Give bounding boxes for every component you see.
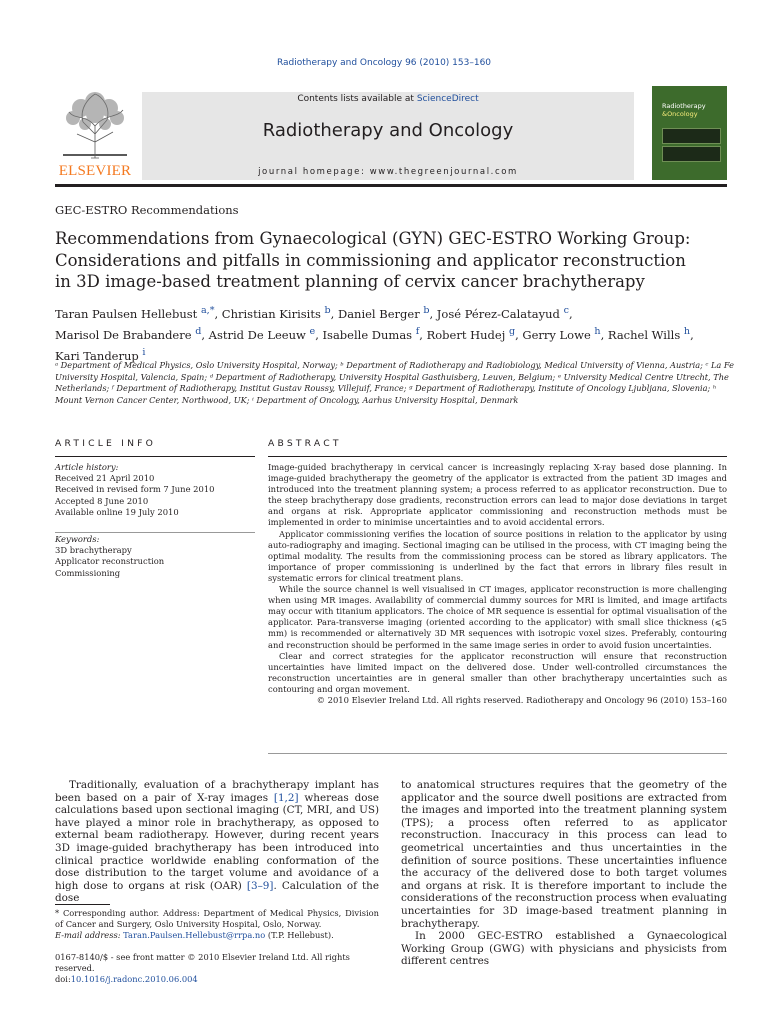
cover-image-strip bbox=[662, 146, 721, 162]
abstract-paragraph: Applicator commissioning verifies the location of source positions in relation to the applicator by using auto-radiography and imaging. Sectional imaging can be utilised in the process, with CT imaging being the optimal modality. The results from the commissioning process can be stored as library applicators. The importance of proper commissioning is underlined by the fact that errors in library files result in systematic errors for clinical treatment plans. bbox=[268, 528, 727, 583]
title-line: Considerations and pitfalls in commissioning and applicator reconstruction bbox=[55, 250, 686, 270]
section-label: GEC-ESTRO Recommendations bbox=[55, 203, 239, 217]
history-label: Article history: bbox=[55, 462, 119, 472]
author-affil-marker[interactable]: i bbox=[142, 346, 146, 358]
author-affil-marker[interactable]: b bbox=[423, 305, 430, 316]
history-item: Accepted 8 June 2010 bbox=[55, 495, 149, 506]
history-item: Received in revised form 7 June 2010 bbox=[55, 484, 215, 495]
body-paragraph: In 2000 GEC-ESTRO established a Gynaecological Working Group (GWG) with physicians and physicists from different centres bbox=[401, 930, 727, 968]
author-name: Gerry Lowe bbox=[522, 327, 591, 342]
author-affil-marker[interactable]: h bbox=[594, 325, 601, 337]
title-line: in 3D image-based treatment planning of cervix cancer brachytherapy bbox=[55, 272, 645, 291]
author-affil-marker[interactable]: b bbox=[324, 305, 331, 316]
reference-link[interactable]: [1,2] bbox=[273, 791, 299, 804]
footnote bbox=[55, 908, 379, 941]
journal-title: Radiotherapy and Oncology bbox=[262, 120, 514, 141]
keywords-rule bbox=[55, 532, 255, 533]
keywords-label: Keywords: bbox=[55, 534, 100, 544]
body-paragraph: to anatomical structures requires that the geometry of the applicator and the source dwell positions are extracted from the images and imported into the treatment planning system (TPS); a process often referred to as applicator reconstruction. Inaccuracy in this process can lead to geometrical uncertainties and thus uncertainties in the definition of source positions. These uncertainties influence the accuracy of the delivered dose to both target volumes and organs at risk. It is therefore important to include the considerations of the reconstruction process when evaluating uncertainties for 3D image-based treatment planning in brachytherapy. bbox=[401, 779, 727, 930]
title-line: Recommendations from Gynaecological (GYN) GEC-ESTRO Working Group: bbox=[55, 229, 691, 248]
body-text: whereas dose calculations based upon sectional imaging (CT, MRI, and US) have played a minor role in brachytherapy, as opposed to external beam radiotherapy. However, during recent years 3D image-guided brachytherapy has been introduced into clinical practice worldwide enabling conformation of the dose distribution to the target volume and avoidance of a high dose to organs at risk (OAR) bbox=[55, 791, 380, 892]
body-column-left bbox=[55, 779, 379, 905]
body-text: . Calculation of the dose bbox=[55, 879, 379, 905]
keyword-item: 3D brachytherapy bbox=[55, 545, 132, 556]
keywords bbox=[55, 534, 255, 579]
author-list: Taran Paulsen Hellebust $^{a,*}$, Christian Kirisits $^b$, Daniel Berger $^b$, José Pérez-Calatayud $^c$, Marisol De Brabandere $^d$, Astrid De Leeuw $^e$, Isabelle Dumas $^f$, Robert Hudej $^g$, Gerry Lowe $^h$, Rachel Wills $^h$, Kari Tanderup $^i$ bbox=[55, 305, 694, 363]
elsevier-logo bbox=[55, 84, 135, 180]
footnote-rule bbox=[55, 904, 110, 905]
publisher-name: ELSEVIER bbox=[58, 163, 132, 179]
issn-line: 0167-8140/$ - see front matter © 2010 Elsevier Ireland Ltd. All rights reserved. bbox=[55, 952, 350, 973]
abstract-heading: ABSTRACT bbox=[268, 438, 342, 449]
corresponding-author-note: * Corresponding author. Address: Department of Medical Physics, Division of Cancer and Surgery, Oslo University Hospital, Oslo, Norway. bbox=[55, 908, 379, 929]
author-affil-marker[interactable]: g bbox=[508, 325, 516, 337]
cover-image-strip bbox=[662, 128, 721, 144]
homepage-link[interactable]: www.thegreenjournal.com bbox=[369, 167, 518, 177]
author-affil-marker[interactable]: f bbox=[415, 325, 420, 337]
keyword-item: Commissioning bbox=[55, 567, 121, 578]
author-name: Daniel Berger bbox=[337, 306, 420, 321]
article-info-heading: ARTICLE INFO bbox=[55, 438, 157, 449]
article-title bbox=[55, 228, 735, 293]
abstract-paragraph: While the source channel is well visualised in CT images, applicator reconstruction is more challenging when using MR images. Availability of commercial dummy sources for MRI is limited, and image artifacts may occur with titanium applicators. The choice of MR sequence is essential for optimal visualisation of the applicator. Para-transverse imaging (oriented according to the applicator) with small slice thickness (⩽5 mm) is recommended or alternatively 3D MR sequences with isotropic voxel sizes. Preferably, contouring and reconstruction should be performed in the same image series in order to avoid fusion uncertainties. bbox=[268, 584, 727, 650]
journal-citation[interactable]: Radiotherapy and Oncology 96 (2010) 153–160 bbox=[276, 58, 492, 68]
abstract-body bbox=[268, 462, 727, 706]
email-label: E-mail address: bbox=[55, 930, 121, 940]
author-name: José Pérez-Calatayud bbox=[436, 306, 560, 321]
affiliations: ᵃ Department of Medical Physics, Oslo University Hospital, Norway; ᵇ Department of Radiotherapy and Radiobiology, Medical University of Vienna, Austria; ᶜ La Fe University Hospital, Valencia, Spain; ᵈ Department of Radiotherapy, University Hospital Gasthuisberg, Leuven, Belgium; ᵉ University Medical Centre Utrecht, The Netherlands; ᶠ Department of Radiotherapy, Institut Gustav Roussy, Villejuif, France; ᵍ Department of Radiotherapy, Institute of Oncology Ljubljana, Slovenia; ʰ Mount Vernon Cancer Center, Northwood, UK; ⁱ Department of Oncology, Aarhus University Hospital, Denmark bbox=[55, 360, 734, 405]
header-divider bbox=[55, 184, 727, 187]
keyword-item: Applicator reconstruction bbox=[55, 556, 165, 567]
elsevier-tree-icon bbox=[55, 84, 135, 162]
abstract-paragraph: Image-guided brachytherapy in cervical cancer is increasingly replacing X-ray based dose planning. In image-guided brachytherapy the geometry of the applicator is extracted from the patient 3D images and introduced into the treatment planning system; a process referred to as applicator reconstruction. Due to the steep brachytherapy dose gradients, reconstruction errors can lead to major dose deviations in target and organs at risk. Appropriate applicator commissioning and reconstruction methods must be implemented in order to minimise uncertainties and to avoid accidental errors. bbox=[268, 462, 727, 528]
cover-title-line2: &Oncology bbox=[662, 110, 698, 118]
author-name: Robert Hudej bbox=[426, 327, 506, 342]
sciencedirect-link[interactable]: ScienceDirect bbox=[416, 94, 479, 104]
body-paragraph bbox=[55, 779, 379, 905]
cover-title-line1: Radiotherapy bbox=[662, 102, 706, 110]
doi-line bbox=[55, 974, 379, 985]
author-name: Rachel Wills bbox=[607, 327, 681, 342]
body-column-right bbox=[401, 779, 727, 968]
author-name: Astrid De Leeuw bbox=[208, 327, 306, 342]
homepage-prefix: journal homepage: bbox=[258, 167, 370, 177]
body-text: Traditionally, evaluation of a brachytherapy implant has been based on a pair of X-ray images bbox=[55, 779, 379, 804]
front-matter-info bbox=[55, 952, 379, 985]
article-history bbox=[55, 462, 255, 518]
reference-link[interactable]: [3–9] bbox=[246, 879, 274, 892]
doi-prefix: doi: bbox=[55, 974, 71, 984]
author-name: Taran Paulsen Hellebust bbox=[55, 306, 198, 321]
email-line bbox=[55, 930, 379, 941]
abstract-paragraph: Clear and correct strategies for the applicator reconstruction will ensure that reconstruction uncertainties have limited impact on the delivered dose. Under well-controlled circumstances the reconstruction uncertainties are in general smaller than other brachytherapy uncertainties such as contouring and organ movement. bbox=[268, 650, 727, 694]
abstract-rule bbox=[268, 456, 727, 457]
author-name: Christian Kirisits bbox=[221, 306, 321, 321]
author-affil-marker[interactable]: a,* bbox=[200, 305, 215, 316]
journal-cover-thumbnail bbox=[652, 86, 727, 180]
contents-prefix: Contents lists available at bbox=[297, 94, 417, 104]
author-name: Marisol De Brabandere bbox=[55, 327, 192, 342]
contents-line bbox=[142, 94, 634, 104]
doi-link[interactable]: 10.1016/j.radonc.2010.06.004 bbox=[70, 974, 198, 984]
abstract-copyright: © 2010 Elsevier Ireland Ltd. All rights reserved. Radiotherapy and Oncology 96 (2010) 153–160 bbox=[316, 694, 727, 705]
history-item: Available online 19 July 2010 bbox=[55, 506, 179, 517]
author-affil-marker[interactable]: d bbox=[195, 325, 202, 337]
article-info-rule bbox=[55, 456, 255, 457]
email-suffix: (T.P. Hellebust). bbox=[265, 930, 334, 940]
author-affil-marker[interactable]: c bbox=[563, 305, 569, 316]
email-link[interactable]: Taran.Paulsen.Hellebust@rrpa.no bbox=[123, 930, 266, 940]
abstract-bottom-rule bbox=[268, 753, 727, 754]
author-name: Kari Tanderup bbox=[55, 348, 139, 363]
author-name: Isabelle Dumas bbox=[322, 327, 413, 342]
author-affil-marker[interactable]: h bbox=[683, 325, 691, 337]
history-item: Received 21 April 2010 bbox=[55, 473, 155, 484]
author-affil-marker[interactable]: e bbox=[309, 325, 316, 337]
journal-homepage bbox=[142, 167, 634, 177]
